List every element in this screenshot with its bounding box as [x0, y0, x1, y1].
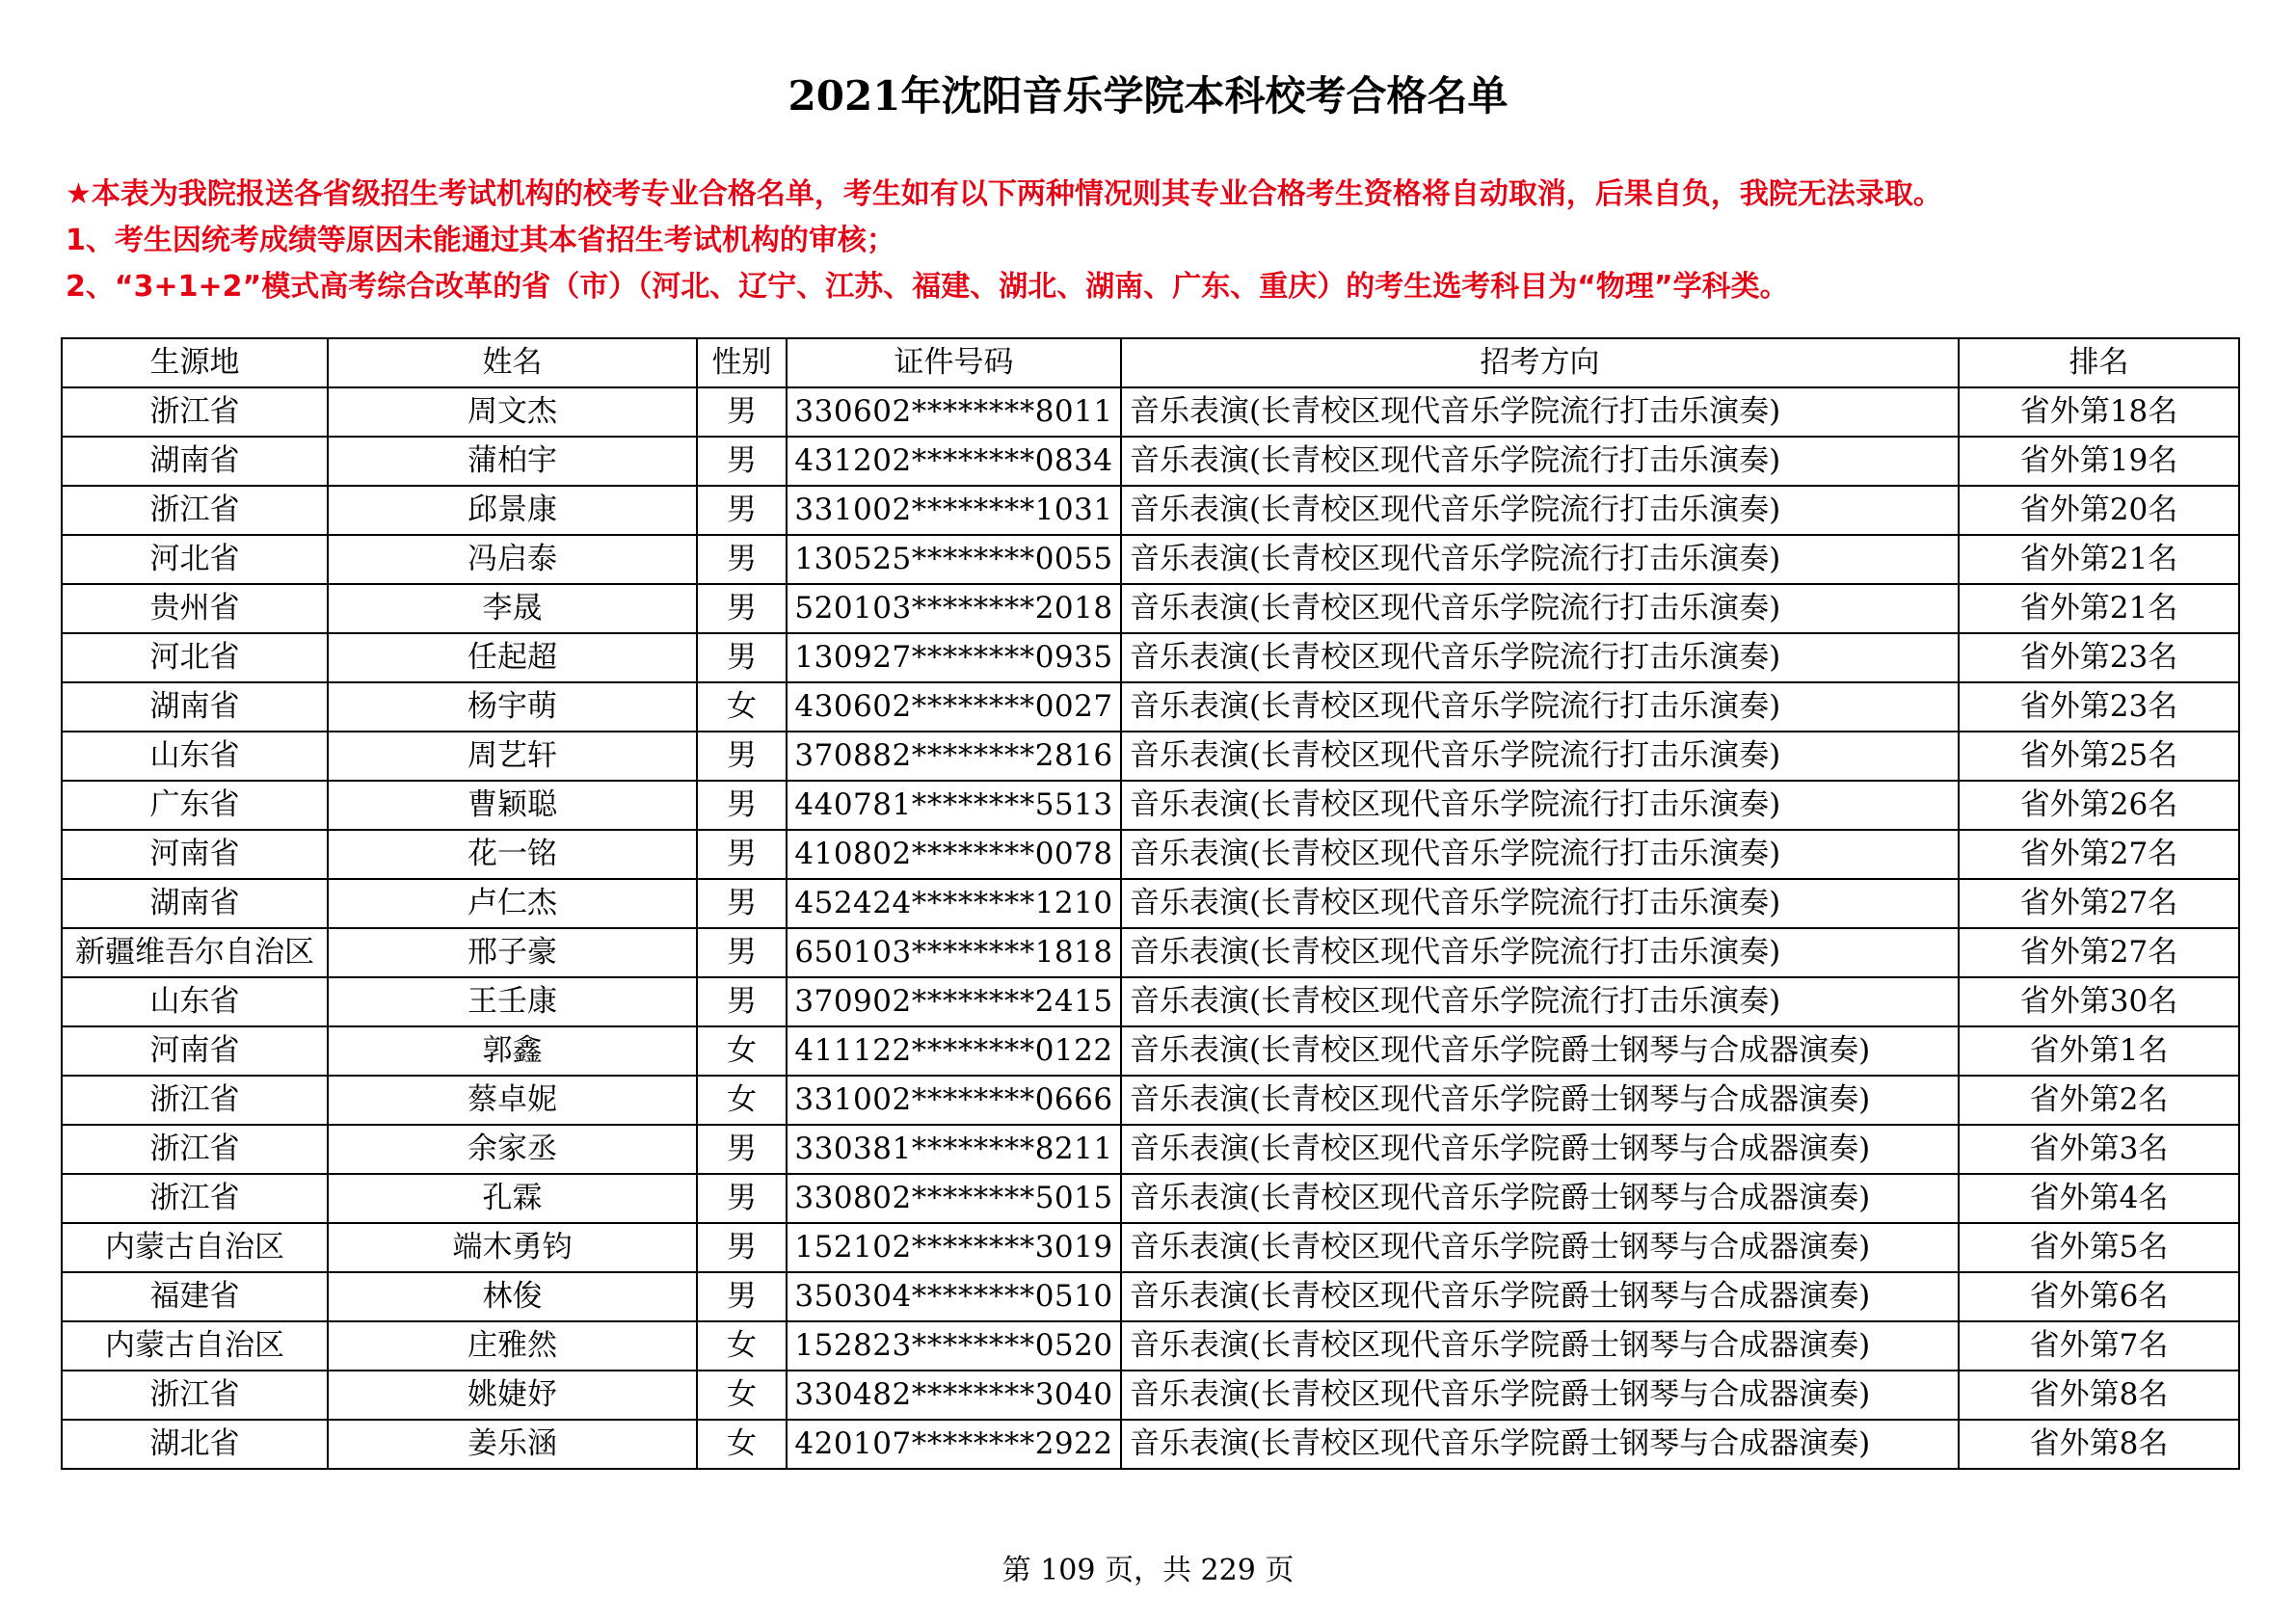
- cell-origin: 浙江省: [62, 486, 328, 535]
- cell-gender: 女: [697, 1076, 787, 1125]
- cell-origin: 湖南省: [62, 437, 328, 486]
- cell-direction: 音乐表演(长青校区现代音乐学院流行打击乐演奏): [1121, 387, 1959, 437]
- cell-origin: 湖南省: [62, 682, 328, 732]
- cell-name: 邢子豪: [328, 928, 697, 977]
- cell-gender: 男: [697, 535, 787, 584]
- column-header-gender: 性别: [697, 338, 787, 387]
- cell-gender: 男: [697, 732, 787, 781]
- cell-name: 李晟: [328, 584, 697, 633]
- cell-origin: 湖北省: [62, 1420, 328, 1469]
- column-header-name: 姓名: [328, 338, 697, 387]
- cell-name: 孔霖: [328, 1174, 697, 1223]
- cell-name: 林俊: [328, 1272, 697, 1321]
- cell-origin: 广东省: [62, 781, 328, 830]
- table-row: [62, 633, 2239, 682]
- page-footer: 第 109 页，共 229 页: [1001, 1554, 1295, 1587]
- cell-direction: 音乐表演(长青校区现代音乐学院爵士钢琴与合成器演奏): [1121, 1076, 1959, 1125]
- cell-rank: 省外第30名: [1959, 977, 2239, 1026]
- cell-rank: 省外第21名: [1959, 535, 2239, 584]
- cell-origin: 浙江省: [62, 387, 328, 437]
- cell-id-number: 130525********0055: [787, 535, 1121, 584]
- cell-rank: 省外第23名: [1959, 633, 2239, 682]
- cell-rank: 省外第26名: [1959, 781, 2239, 830]
- table-row: [62, 879, 2239, 928]
- cell-rank: 省外第25名: [1959, 732, 2239, 781]
- cell-origin: 河北省: [62, 633, 328, 682]
- cell-name: 周艺轩: [328, 732, 697, 781]
- cell-name: 郭鑫: [328, 1026, 697, 1076]
- table-row: [62, 1420, 2239, 1469]
- cell-id-number: 331002********0666: [787, 1076, 1121, 1125]
- table-row: [62, 1272, 2239, 1321]
- table-row: [62, 535, 2239, 584]
- cell-id-number: 330381********8211: [787, 1125, 1121, 1174]
- table-row: [62, 437, 2239, 486]
- cell-rank: 省外第27名: [1959, 879, 2239, 928]
- cell-rank: 省外第8名: [1959, 1420, 2239, 1469]
- cell-rank: 省外第5名: [1959, 1223, 2239, 1272]
- cell-gender: 男: [697, 437, 787, 486]
- cell-rank: 省外第1名: [1959, 1026, 2239, 1076]
- cell-origin: 山东省: [62, 732, 328, 781]
- cell-gender: 男: [697, 977, 787, 1026]
- cell-id-number: 650103********1818: [787, 928, 1121, 977]
- notice-line: 2、“3+1+2”模式高考综合改革的省（市）（河北、辽宁、江苏、福建、湖北、湖南、广东、重庆）的考生选考科目为“物理”学科类。: [66, 270, 1789, 304]
- cell-gender: 女: [697, 1321, 787, 1371]
- cell-name: 任起超: [328, 633, 697, 682]
- cell-rank: 省外第6名: [1959, 1272, 2239, 1321]
- cell-gender: 男: [697, 928, 787, 977]
- cell-origin: 内蒙古自治区: [62, 1321, 328, 1371]
- cell-direction: 音乐表演(长青校区现代音乐学院爵士钢琴与合成器演奏): [1121, 1420, 1959, 1469]
- cell-direction: 音乐表演(长青校区现代音乐学院流行打击乐演奏): [1121, 977, 1959, 1026]
- notice-line: 1、考生因统考成绩等原因未能通过其本省招生考试机构的审核；: [66, 224, 895, 257]
- table-header-row: [62, 338, 2239, 387]
- cell-name: 姜乐涵: [328, 1420, 697, 1469]
- cell-rank: 省外第7名: [1959, 1321, 2239, 1371]
- table-row: [62, 732, 2239, 781]
- cell-name: 卢仁杰: [328, 879, 697, 928]
- cell-rank: 省外第21名: [1959, 584, 2239, 633]
- cell-gender: 男: [697, 781, 787, 830]
- cell-id-number: 350304********0510: [787, 1272, 1121, 1321]
- cell-direction: 音乐表演(长青校区现代音乐学院流行打击乐演奏): [1121, 781, 1959, 830]
- cell-name: 姚婕妤: [328, 1371, 697, 1420]
- cell-name: 杨宇萌: [328, 682, 697, 732]
- cell-id-number: 152102********3019: [787, 1223, 1121, 1272]
- table-row: [62, 1371, 2239, 1420]
- cell-name: 周文杰: [328, 387, 697, 437]
- cell-id-number: 152823********0520: [787, 1321, 1121, 1371]
- cell-id-number: 330602********8011: [787, 387, 1121, 437]
- cell-id-number: 370902********2415: [787, 977, 1121, 1026]
- cell-direction: 音乐表演(长青校区现代音乐学院流行打击乐演奏): [1121, 830, 1959, 879]
- cell-name: 花一铭: [328, 830, 697, 879]
- page-title: 2021年沈阳音乐学院本科校考合格名单: [788, 72, 1508, 120]
- cell-gender: 男: [697, 830, 787, 879]
- cell-rank: 省外第8名: [1959, 1371, 2239, 1420]
- table-row: [62, 928, 2239, 977]
- cell-id-number: 420107********2922: [787, 1420, 1121, 1469]
- cell-direction: 音乐表演(长青校区现代音乐学院流行打击乐演奏): [1121, 584, 1959, 633]
- cell-origin: 山东省: [62, 977, 328, 1026]
- notice-line: ★本表为我院报送各省级招生考试机构的校考专业合格名单，考生如有以下两种情况则其专业合格考生资格将自动取消，后果自负，我院无法录取。: [66, 177, 1942, 211]
- cell-direction: 音乐表演(长青校区现代音乐学院流行打击乐演奏): [1121, 486, 1959, 535]
- table-row: [62, 977, 2239, 1026]
- cell-id-number: 440781********5513: [787, 781, 1121, 830]
- cell-origin: 河北省: [62, 535, 328, 584]
- table-row: [62, 1174, 2239, 1223]
- cell-direction: 音乐表演(长青校区现代音乐学院流行打击乐演奏): [1121, 732, 1959, 781]
- cell-rank: 省外第20名: [1959, 486, 2239, 535]
- cell-direction: 音乐表演(长青校区现代音乐学院流行打击乐演奏): [1121, 928, 1959, 977]
- cell-id-number: 411122********0122: [787, 1026, 1121, 1076]
- table-row: [62, 486, 2239, 535]
- cell-gender: 男: [697, 486, 787, 535]
- cell-direction: 音乐表演(长青校区现代音乐学院爵士钢琴与合成器演奏): [1121, 1174, 1959, 1223]
- cell-rank: 省外第23名: [1959, 682, 2239, 732]
- cell-origin: 浙江省: [62, 1174, 328, 1223]
- cell-origin: 浙江省: [62, 1076, 328, 1125]
- cell-name: 端木勇钧: [328, 1223, 697, 1272]
- cell-origin: 福建省: [62, 1272, 328, 1321]
- column-header-origin: 生源地: [62, 338, 328, 387]
- table-row: [62, 1125, 2239, 1174]
- cell-origin: 湖南省: [62, 879, 328, 928]
- cell-gender: 男: [697, 1272, 787, 1321]
- table-row: [62, 584, 2239, 633]
- cell-name: 冯启泰: [328, 535, 697, 584]
- cell-direction: 音乐表演(长青校区现代音乐学院爵士钢琴与合成器演奏): [1121, 1272, 1959, 1321]
- cell-origin: 贵州省: [62, 584, 328, 633]
- cell-name: 庄雅然: [328, 1321, 697, 1371]
- cell-name: 余家丞: [328, 1125, 697, 1174]
- cell-direction: 音乐表演(长青校区现代音乐学院爵士钢琴与合成器演奏): [1121, 1321, 1959, 1371]
- table-row: [62, 387, 2239, 437]
- cell-direction: 音乐表演(长青校区现代音乐学院流行打击乐演奏): [1121, 535, 1959, 584]
- cell-rank: 省外第19名: [1959, 437, 2239, 486]
- cell-id-number: 452424********1210: [787, 879, 1121, 928]
- cell-direction: 音乐表演(长青校区现代音乐学院流行打击乐演奏): [1121, 437, 1959, 486]
- cell-rank: 省外第18名: [1959, 387, 2239, 437]
- cell-gender: 男: [697, 584, 787, 633]
- cell-origin: 浙江省: [62, 1125, 328, 1174]
- admission-table: [61, 337, 2240, 1470]
- cell-gender: 女: [697, 1371, 787, 1420]
- cell-origin: 新疆维吾尔自治区: [62, 928, 328, 977]
- cell-gender: 女: [697, 1026, 787, 1076]
- cell-direction: 音乐表演(长青校区现代音乐学院爵士钢琴与合成器演奏): [1121, 1026, 1959, 1076]
- table-row: [62, 1223, 2239, 1272]
- cell-id-number: 431202********0834: [787, 437, 1121, 486]
- cell-direction: 音乐表演(长青校区现代音乐学院流行打击乐演奏): [1121, 633, 1959, 682]
- cell-id-number: 330802********5015: [787, 1174, 1121, 1223]
- cell-id-number: 370882********2816: [787, 732, 1121, 781]
- cell-rank: 省外第4名: [1959, 1174, 2239, 1223]
- cell-gender: 女: [697, 1420, 787, 1469]
- column-header-id-number: 证件号码: [787, 338, 1121, 387]
- cell-id-number: 430602********0027: [787, 682, 1121, 732]
- cell-id-number: 130927********0935: [787, 633, 1121, 682]
- cell-origin: 浙江省: [62, 1371, 328, 1420]
- cell-gender: 男: [697, 1174, 787, 1223]
- cell-origin: 河南省: [62, 830, 328, 879]
- notice-block: [66, 172, 2273, 310]
- cell-gender: 男: [697, 879, 787, 928]
- table-row: [62, 682, 2239, 732]
- cell-rank: 省外第2名: [1959, 1076, 2239, 1125]
- cell-name: 邱景康: [328, 486, 697, 535]
- cell-name: 蔡卓妮: [328, 1076, 697, 1125]
- cell-name: 王壬康: [328, 977, 697, 1026]
- table-row: [62, 781, 2239, 830]
- cell-origin: 河南省: [62, 1026, 328, 1076]
- cell-direction: 音乐表演(长青校区现代音乐学院爵士钢琴与合成器演奏): [1121, 1371, 1959, 1420]
- cell-id-number: 520103********2018: [787, 584, 1121, 633]
- table-row: [62, 1026, 2239, 1076]
- cell-direction: 音乐表演(长青校区现代音乐学院流行打击乐演奏): [1121, 682, 1959, 732]
- cell-direction: 音乐表演(长青校区现代音乐学院爵士钢琴与合成器演奏): [1121, 1223, 1959, 1272]
- cell-direction: 音乐表演(长青校区现代音乐学院流行打击乐演奏): [1121, 879, 1959, 928]
- cell-id-number: 410802********0078: [787, 830, 1121, 879]
- table-row: [62, 1321, 2239, 1371]
- cell-name: 曹颖聪: [328, 781, 697, 830]
- column-header-direction: 招考方向: [1121, 338, 1959, 387]
- cell-direction: 音乐表演(长青校区现代音乐学院爵士钢琴与合成器演奏): [1121, 1125, 1959, 1174]
- cell-rank: 省外第3名: [1959, 1125, 2239, 1174]
- cell-gender: 女: [697, 682, 787, 732]
- cell-rank: 省外第27名: [1959, 830, 2239, 879]
- cell-gender: 男: [697, 1125, 787, 1174]
- cell-gender: 男: [697, 633, 787, 682]
- table-row: [62, 1076, 2239, 1125]
- cell-id-number: 331002********1031: [787, 486, 1121, 535]
- cell-name: 蒲柏宇: [328, 437, 697, 486]
- cell-id-number: 330482********3040: [787, 1371, 1121, 1420]
- column-header-rank: 排名: [1959, 338, 2239, 387]
- cell-gender: 男: [697, 1223, 787, 1272]
- cell-rank: 省外第27名: [1959, 928, 2239, 977]
- cell-gender: 男: [697, 387, 787, 437]
- cell-origin: 内蒙古自治区: [62, 1223, 328, 1272]
- table-body: [62, 387, 2239, 1469]
- table-row: [62, 830, 2239, 879]
